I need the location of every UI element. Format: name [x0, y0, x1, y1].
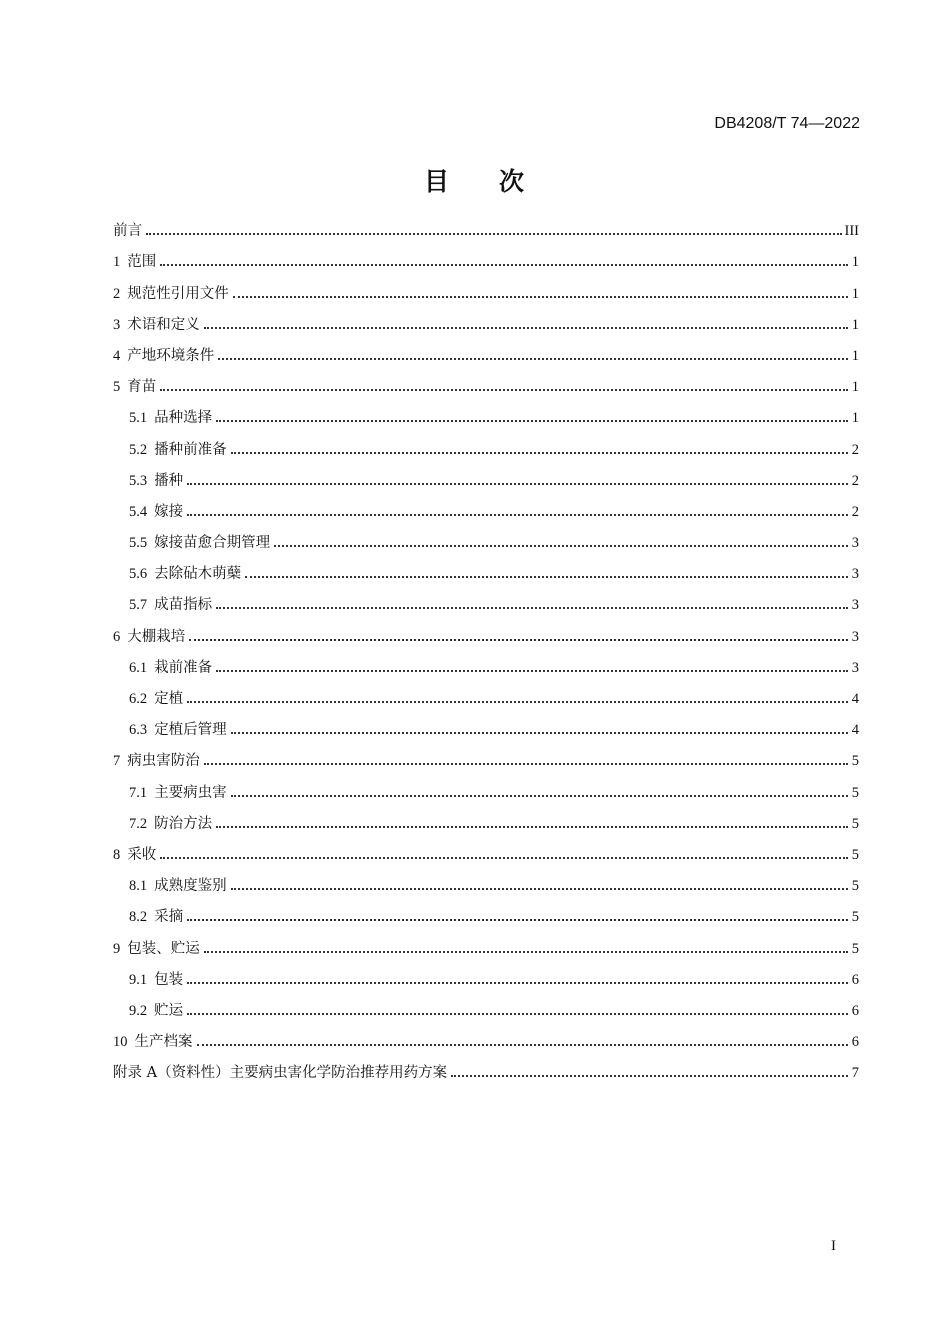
toc-entry-number: 7.1 [129, 784, 148, 801]
toc-leader-dots [189, 639, 848, 641]
toc-entry[interactable] [113, 303, 859, 334]
toc-entry-label: 大棚栽培 [127, 628, 186, 645]
toc-leader-dots [204, 951, 848, 953]
toc-entry-number: 8.2 [129, 909, 148, 926]
toc-entry-number: 2 [113, 285, 121, 302]
toc-leader-dots [187, 483, 848, 485]
toc-leader-dots [231, 732, 848, 734]
toc-leader-dots [146, 233, 842, 235]
toc-entry-page: 2 [851, 441, 859, 458]
toc-entry-label: 主要病虫害 [154, 784, 227, 801]
toc-entry[interactable] [113, 365, 859, 396]
toc-leader-dots [197, 1044, 849, 1046]
page-number: I [831, 1238, 836, 1254]
toc-entry-number: 6.1 [129, 659, 148, 676]
toc-entry-label: 栽前准备 [154, 659, 213, 676]
toc-leader-dots [187, 919, 848, 921]
toc-entry[interactable] [113, 521, 859, 552]
toc-entry-page: 6 [851, 1034, 859, 1051]
toc-leader-dots [245, 576, 848, 578]
toc-entry-number: 7.2 [129, 815, 148, 832]
toc-entry[interactable] [113, 677, 859, 708]
toc-entry-number: 4 [113, 347, 121, 364]
toc-entry[interactable] [113, 396, 859, 427]
toc-entry[interactable] [113, 646, 859, 677]
toc-entry-number: 5.3 [129, 472, 148, 489]
toc-leader-dots [160, 857, 848, 859]
toc-entry-label: 采收 [127, 846, 157, 863]
toc-entry-page: 4 [851, 722, 859, 739]
toc-entry-page: 4 [851, 691, 859, 707]
toc-entry-page: 5 [851, 753, 859, 770]
toc-entry-page: 6 [851, 1002, 859, 1019]
toc-entry-number: 9.1 [129, 971, 148, 988]
toc-leader-dots [218, 358, 848, 360]
toc-leader-dots [160, 389, 848, 391]
toc-leader-dots [204, 327, 848, 329]
toc-entry-number: 5.1 [129, 410, 148, 427]
toc-entry-label: 生产档案 [134, 1034, 193, 1051]
toc-entry-label: 采摘 [154, 909, 184, 926]
toc-entry[interactable] [113, 895, 859, 926]
toc-entry-page: 5 [851, 815, 859, 832]
toc-entry-page: 1 [851, 316, 859, 333]
toc-entry-page: III [844, 223, 859, 240]
toc-entry-page: 7 [851, 1065, 859, 1082]
toc-entry-label: 包装、贮运 [127, 940, 200, 957]
toc-entry-label: 防治方法 [154, 815, 213, 832]
toc-entry[interactable] [113, 926, 859, 957]
toc-entry-label: 成苗指标 [154, 597, 213, 614]
toc-leader-dots [187, 982, 848, 984]
toc-entry-number: 8 [113, 846, 121, 863]
toc-title [0, 162, 950, 198]
toc-entry-label: 术语和定义 [127, 316, 200, 333]
toc-entry-label: 定植后管理 [154, 722, 227, 739]
toc-entry-page: 1 [851, 254, 859, 271]
toc-leader-dots [216, 670, 848, 672]
toc-title-left: 目 [423, 167, 451, 196]
toc-entry-number: 7 [113, 753, 121, 770]
toc-leader-dots [231, 888, 848, 890]
toc-entry[interactable] [113, 864, 859, 895]
toc-entry-label: 产地环境条件 [127, 347, 215, 364]
toc-entry-page: 5 [851, 878, 859, 895]
toc-entry[interactable] [113, 240, 859, 271]
toc-entry-number: 10 [113, 1034, 128, 1051]
toc-leader-dots [451, 1075, 848, 1077]
toc-leader-dots [216, 607, 848, 609]
toc-entry-number: 9.2 [129, 1002, 148, 1019]
toc-entry-page: 5 [851, 909, 859, 926]
toc-entry-page: 2 [851, 503, 859, 520]
toc-leader-dots [216, 420, 848, 422]
toc-entry-number: 3 [113, 316, 121, 333]
toc-entry-page: 5 [851, 846, 859, 863]
toc-entry[interactable] [113, 802, 859, 833]
toc-entry[interactable] [113, 1020, 859, 1051]
toc-entry-label: 前言 [113, 223, 142, 240]
toc-entry-page: 3 [851, 597, 859, 614]
toc-leader-dots [187, 701, 848, 703]
toc-entry-page: 3 [851, 659, 859, 676]
toc-entry[interactable] [113, 490, 859, 521]
toc-entry-page: 3 [851, 628, 859, 645]
toc-entry-page: 1 [851, 285, 859, 302]
toc-entry[interactable] [113, 459, 859, 490]
toc-entry-label: 育苗 [127, 379, 157, 396]
toc-entry-page: 1 [851, 410, 859, 427]
toc-leader-dots [216, 826, 848, 828]
toc-entry-number: 6.2 [129, 691, 148, 707]
toc-entry[interactable] [113, 334, 859, 365]
toc-entry-label: 附录 A（资料性）主要病虫害化学防治推荐用药方案 [113, 1065, 448, 1082]
toc-entry-label: 规范性引用文件 [127, 285, 229, 302]
toc-entry-label: 嫁接 [154, 503, 184, 520]
toc-entry[interactable] [113, 209, 859, 240]
toc-entry-page: 5 [851, 784, 859, 801]
toc-leader-dots [204, 763, 848, 765]
toc-entry-number: 5.4 [129, 503, 148, 520]
toc-entry-label: 病虫害防治 [127, 753, 200, 770]
toc-entry[interactable] [113, 271, 859, 302]
toc-entry-page: 6 [851, 971, 859, 988]
toc-entry-label: 播种前准备 [154, 441, 227, 458]
toc-entry-page: 1 [851, 379, 859, 396]
toc-title-right: 次 [499, 167, 527, 196]
toc-entry-page: 3 [851, 535, 859, 552]
toc-entry-number: 5.6 [129, 566, 148, 583]
toc-entry[interactable] [113, 552, 859, 583]
toc-entry-number: 8.1 [129, 878, 148, 895]
toc-entry[interactable] [113, 833, 859, 864]
toc-leader-dots [187, 1013, 848, 1015]
toc-entry-page: 2 [851, 472, 859, 489]
toc-entry[interactable] [113, 708, 859, 739]
toc-entry-page: 5 [851, 940, 859, 957]
toc-entry[interactable] [113, 958, 859, 989]
toc-entry[interactable] [113, 739, 859, 770]
toc-leader-dots [233, 296, 848, 298]
toc-entry-number: 5.7 [129, 597, 148, 614]
toc-leader-dots [231, 795, 848, 797]
document-code: DB4208/T 74—2022 [714, 115, 860, 132]
toc-entry-label: 品种选择 [154, 410, 213, 427]
toc-entry-label: 包装 [154, 971, 184, 988]
toc-entry-label: 贮运 [154, 1002, 184, 1019]
toc-entry[interactable] [113, 614, 859, 645]
toc-entry[interactable] [113, 583, 859, 614]
toc-entry-label: 去除砧木萌蘖 [154, 566, 242, 583]
toc-entry-label: 嫁接苗愈合期管理 [154, 535, 271, 552]
toc-list [113, 209, 859, 1082]
toc-entry[interactable] [113, 1051, 859, 1082]
toc-entry[interactable] [113, 770, 859, 801]
toc-entry-number: 6.3 [129, 722, 148, 739]
toc-entry-number: 1 [113, 254, 121, 271]
toc-entry-number: 5.2 [129, 441, 148, 458]
toc-entry-number: 9 [113, 940, 121, 957]
toc-entry-label: 定植 [154, 691, 184, 707]
toc-entry-label: 播种 [154, 472, 184, 489]
toc-entry[interactable] [113, 427, 859, 458]
toc-entry-number: 5 [113, 379, 121, 396]
toc-entry-page: 3 [851, 566, 859, 583]
toc-leader-dots [160, 264, 848, 266]
toc-entry-label: 成熟度鉴别 [154, 878, 227, 895]
toc-entry[interactable] [113, 989, 859, 1020]
toc-leader-dots [231, 452, 848, 454]
toc-entry-number: 6 [113, 628, 121, 645]
toc-entry-page: 1 [851, 347, 859, 364]
toc-leader-dots [274, 545, 848, 547]
toc-entry-label: 范围 [127, 254, 157, 271]
toc-entry-number: 5.5 [129, 535, 148, 552]
toc-leader-dots [187, 514, 848, 516]
